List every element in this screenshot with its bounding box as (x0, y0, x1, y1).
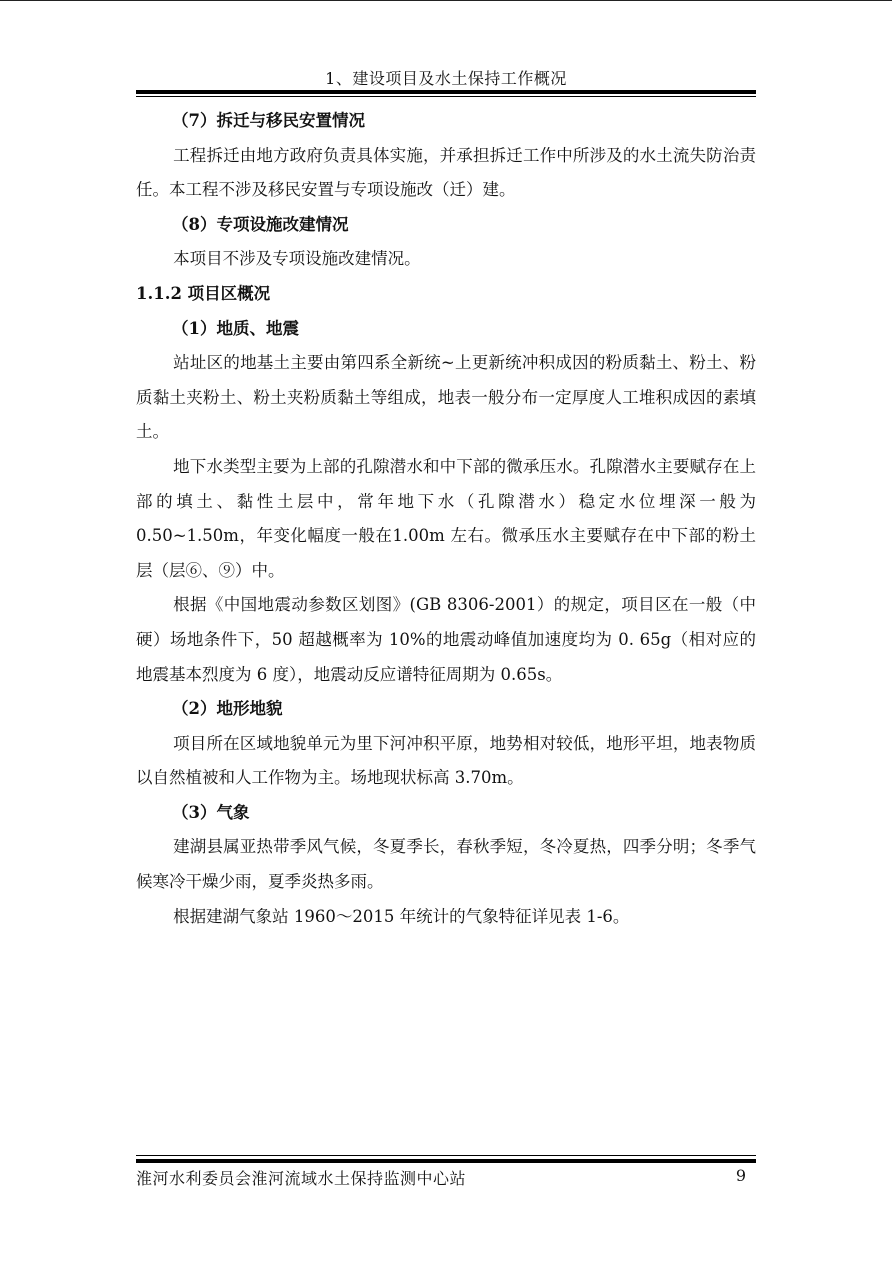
subheading-climate: （3）气象 (172, 802, 250, 822)
header-rule-thick (136, 90, 756, 94)
footer-rule-thick (136, 1159, 756, 1163)
paragraph-landform: 项目所在区域地貌单元为里下河冲积平原，地势相对较低，地形平坦，地表物质以自然植被和人工作物为主。场地现状标高 3.70m。 (136, 733, 756, 788)
document-body (136, 104, 756, 934)
footer-organization: 淮河水利委员会淮河流域水土保持监测中心站 (136, 1169, 467, 1188)
subheading-landform: （2）地形地貌 (172, 699, 283, 719)
subheading-relocation: （7）拆迁与移民安置情况 (172, 111, 365, 130)
subheading-geology: （1）地质、地震 (172, 318, 299, 338)
subheading-special-facilities: （8）专项设施改建情况 (172, 214, 349, 234)
paragraph-foundation-soil: 站址区的地基土主要由第四系全新统~上更新统冲积成因的粉质黏土、粉土、粉质黏土夹粉土、粉土夹粉质黏土等组成，地表一般分布一定厚度人工堆积成因的素填土。 (136, 353, 756, 442)
section-heading-project-area: 1.1.2 项目区概况 (136, 283, 271, 303)
paragraph-relocation: 工程拆迁由地方政府负责具体实施，并承担拆迁工作中所涉及的水土流失防治责任。本工程不涉及移民安置与专项设施改（迁）建。 (136, 145, 756, 200)
paragraph-weather-station: 根据建湖气象站 1960～2015 年统计的气象特征详见表 1-6。 (173, 906, 630, 926)
header-rule-thin (136, 96, 756, 97)
page-number: 9 (735, 1166, 746, 1185)
page-top-border (0, 0, 892, 1)
footer-rule-thin (136, 1155, 756, 1156)
paragraph-seismic: 根据《中国地震动参数区划图》(GB 8306-2001）的规定，项目区在一般（中硬）场地条件下，50 超越概率为 10%的地震动峰值加速度均为 0. 65g（相对应的地震基本烈度为 6 度），地震动反应谱特征周期为 0.65s。 (136, 595, 756, 684)
paragraph-special-facilities: 本项目不涉及专项设施改建情况。 (173, 249, 421, 269)
paragraph-groundwater: 地下水类型主要为上部的孔隙潜水和中下部的微承压水。孔隙潜水主要赋存在上部的填土、黏性土层中，常年地下水（孔隙潜水）稳定水位埋深一般为0.50~1.50m，年变化幅度一般在1.00m 左右。微承压水主要赋存在中下部的粉土层（层⑥、⑨）中。 (136, 456, 756, 580)
page-header-title: 1、建设项目及水土保持工作概况 (325, 69, 567, 88)
paragraph-climate: 建湖县属亚热带季风气候，冬夏季长，春秋季短，冬冷夏热，四季分明；冬季气候寒冷干燥少雨，夏季炎热多雨。 (136, 837, 756, 892)
